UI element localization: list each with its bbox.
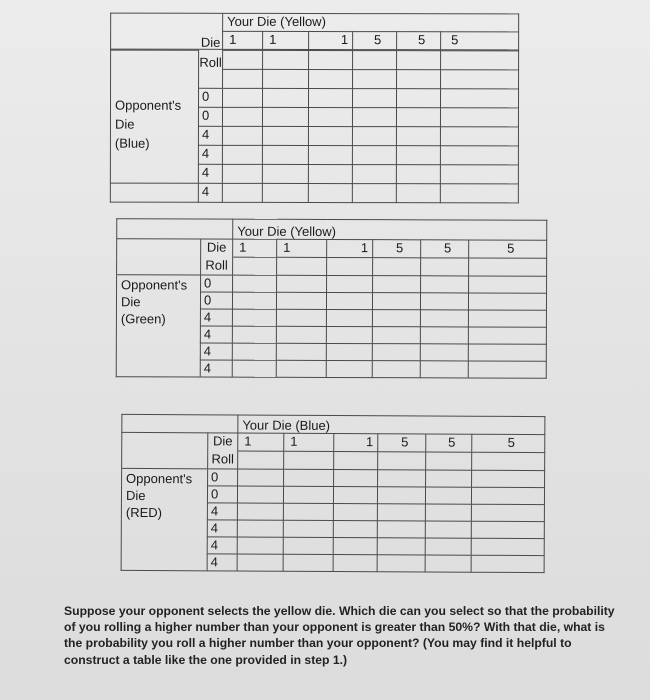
blank-label-cell <box>117 239 201 257</box>
your-die-title: Your Die (Yellow) <box>223 13 519 32</box>
die-roll-header <box>199 34 223 88</box>
opponent-die-value: 4 <box>207 554 237 571</box>
your-die-title: Your Die (Yellow) <box>233 219 547 240</box>
question-line: Suppose your opponent selects the yellow die. Which die can you select so that the probability <box>64 604 615 618</box>
opponent-label-line: Opponent's <box>121 277 188 293</box>
corner-cell <box>122 414 238 433</box>
your-die-value: 5 <box>397 32 441 50</box>
opponent-label-line: Die <box>114 116 135 132</box>
opponent-die-value: 4 <box>200 360 232 377</box>
opponent-die-value: 4 <box>198 164 222 183</box>
roll-label: Roll <box>208 451 238 469</box>
opponent-die-value: 4 <box>200 309 232 326</box>
your-die-value: 5 <box>426 434 472 452</box>
opponent-die-label <box>121 468 208 570</box>
opponent-die-value: 0 <box>198 107 222 126</box>
opponent-die-label <box>110 50 198 183</box>
your-die-value: 5 <box>378 434 426 452</box>
blank-label-cell <box>122 432 208 450</box>
die-label: Die <box>201 239 233 257</box>
opponent-die-label <box>116 275 200 377</box>
question-line: construct a table like the one provided in step 1.) <box>64 652 348 667</box>
opponent-die-value: 0 <box>200 292 232 309</box>
opponent-label-line: (RED) <box>125 504 163 521</box>
your-die-title: Your Die (Blue) <box>238 415 545 435</box>
your-die-value: 5 <box>441 32 519 50</box>
your-die-value: 1 <box>309 31 353 49</box>
your-die-value: 1 <box>327 239 373 257</box>
opponent-label-line: (Blue) <box>114 135 150 151</box>
opponent-label-line: Die <box>120 294 141 310</box>
your-die-value: 5 <box>469 240 547 258</box>
your-die-value: 1 <box>263 31 309 49</box>
probability-table-1 <box>110 13 519 204</box>
question-text <box>64 603 624 668</box>
blank-label-cell <box>122 450 208 468</box>
opponent-label-line: (Green) <box>120 311 166 327</box>
roll-label: Roll <box>199 54 222 70</box>
opponent-label-line: Die <box>125 487 146 504</box>
opponent-die-value: 0 <box>199 88 223 107</box>
your-die-value: 1 <box>223 31 263 49</box>
corner-cell <box>117 219 233 239</box>
your-die-value: 1 <box>277 239 327 257</box>
your-die-value: 5 <box>421 240 469 258</box>
your-die-value: 5 <box>373 240 421 258</box>
opponent-die-value: 4 <box>207 537 237 554</box>
opponent-die-value: 4 <box>207 520 237 537</box>
opponent-die-value: 0 <box>208 469 238 486</box>
probability-table-3 <box>121 414 546 573</box>
question-line: the probability you roll a higher number than your opponent? (You may find it helpful to <box>64 636 572 651</box>
opponent-die-value: 0 <box>207 486 237 503</box>
opponent-die-value: 4 <box>207 503 237 520</box>
die-label: Die <box>208 433 238 451</box>
question-line: of you rolling a higher number than your opponent is greater than 50%? With that die, what is <box>64 620 605 635</box>
opponent-die-value: 4 <box>200 326 232 343</box>
your-die-value: 1 <box>334 434 378 452</box>
your-die-value: 1 <box>238 433 284 451</box>
probability-table-2 <box>116 218 548 379</box>
opponent-die-value: 4 <box>200 343 232 360</box>
opponent-die-value: 0 <box>201 275 233 292</box>
your-die-value: 1 <box>233 239 277 257</box>
opponent-label-line: Opponent's <box>126 470 193 487</box>
your-die-value: 1 <box>284 433 334 451</box>
opponent-die-value: 4 <box>198 145 222 164</box>
your-die-value: 5 <box>353 32 397 50</box>
opponent-die-value: 4 <box>198 126 222 145</box>
opponent-die-value: 4 <box>198 183 222 202</box>
opponent-label-line: Opponent's <box>114 97 182 113</box>
blank-label-cell <box>117 257 201 275</box>
die-label: Die <box>200 34 221 50</box>
roll-label: Roll <box>201 257 233 275</box>
your-die-value: 5 <box>472 434 545 452</box>
